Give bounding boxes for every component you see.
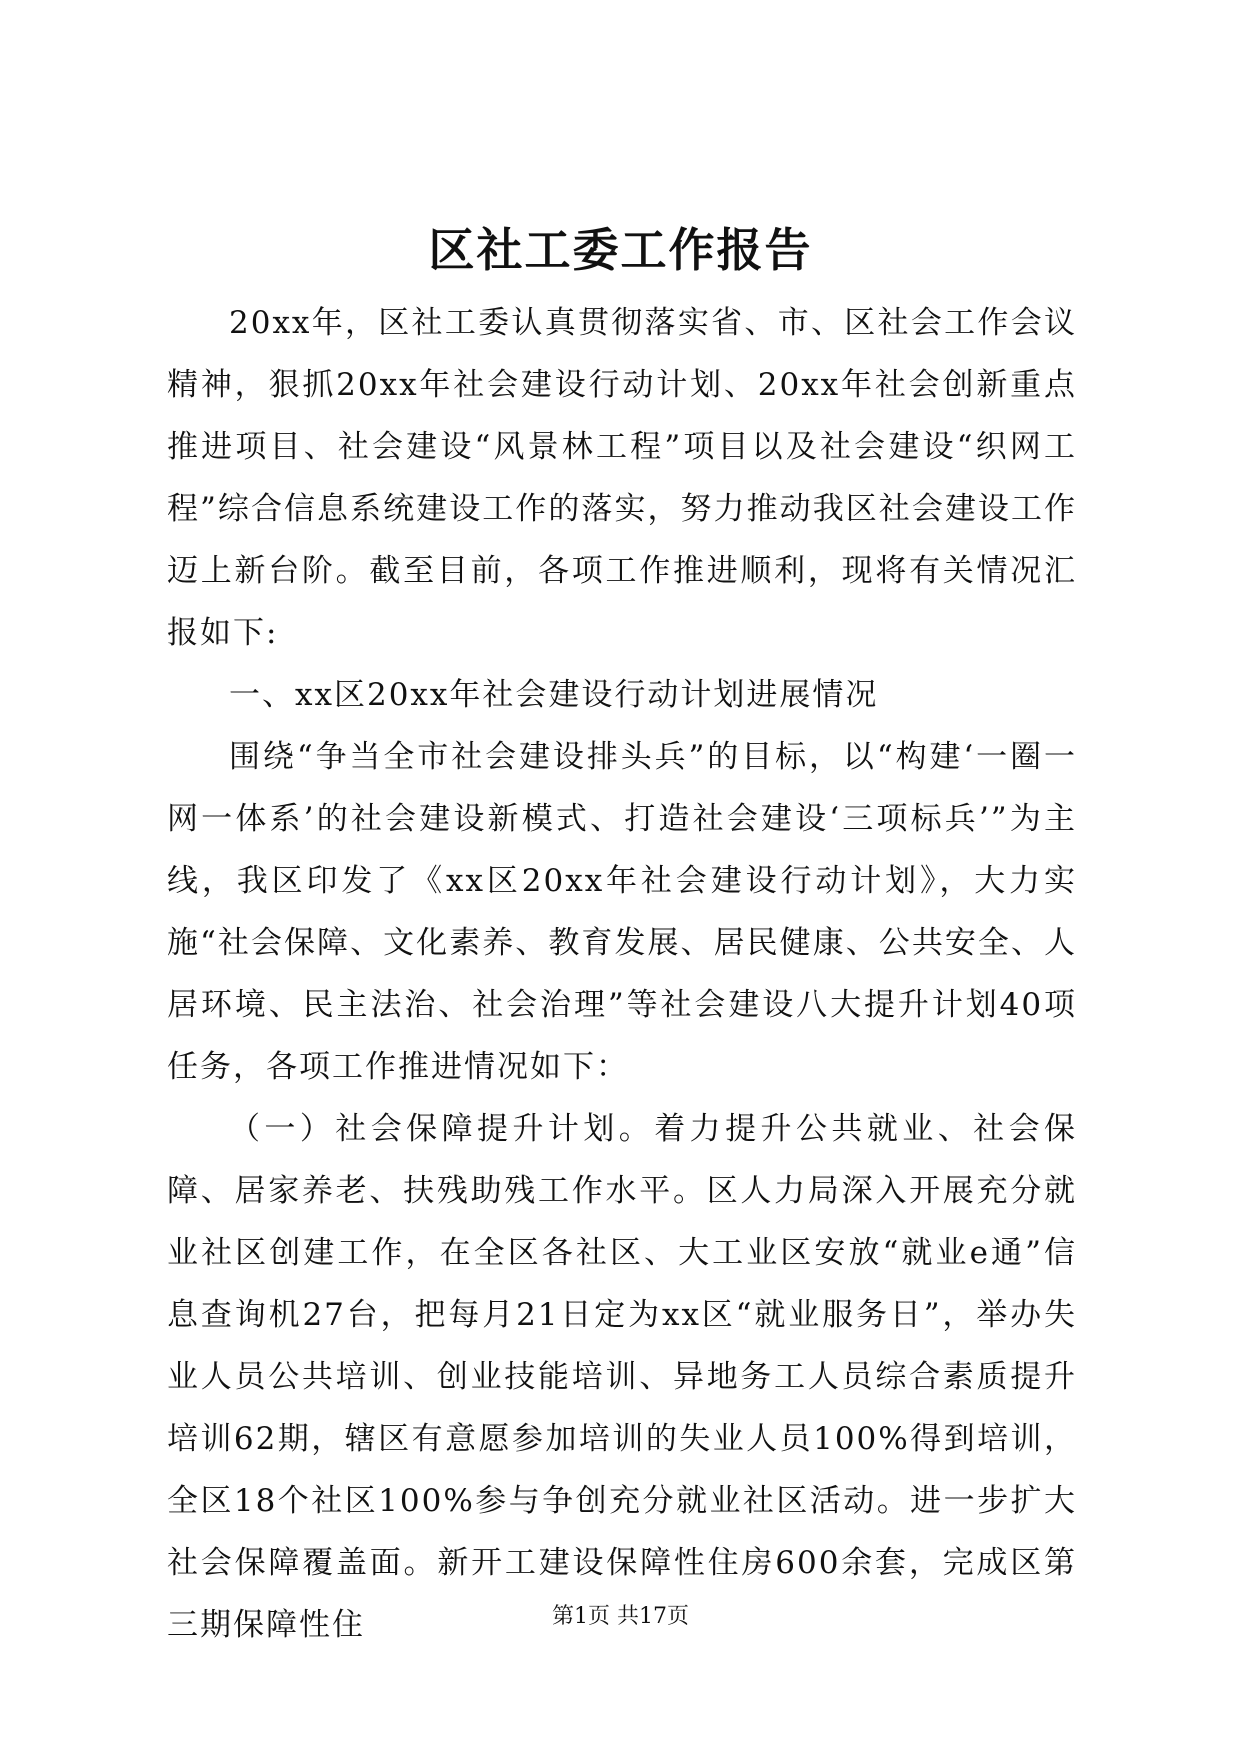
page-number-footer: 第1页 共17页 — [552, 1604, 689, 1629]
paragraph-intro: 20xx年，区社工委认真贯彻落实省、市、区社会工作会议精神，狠抓20xx年社会建设行动计划、20xx年社会创新重点推进项目、社会建设“风景林工程”项目以及社会建设“织网工程”综合信息系统建设工作的落实，努力推动我区社会建设工作迈上新台阶。截至目前，各项工作推进顺利，现将有关情况汇报如下: — [167, 305, 1077, 651]
section-heading-1: 一、xx区20xx年社会建设行动计划进展情况 — [229, 677, 879, 713]
document-title: 区社工委工作报告 — [428, 223, 813, 277]
document-body — [167, 292, 1077, 1656]
paragraph-subsection-1: （一）社会保障提升计划。着力提升公共就业、社会保障、居家养老、扶残助残工作水平。区人力局深入开展充分就业社区创建工作，在全区各社区、大工业区安放“就业e通”信息查询机27台，把每月21日定为xx区“就业服务日”，举办失业人员公共培训、创业技能培训、异地务工人员综合素质提升培训62期，辖区有意愿参加培训的失业人员100%得到培训，全区18个社区100%参与争创充分就业社区活动。进一步扩大社会保障覆盖面。新开工建设保障性住房600余套，完成区第三期保障性住 — [167, 1111, 1077, 1643]
paragraph-section-1: 围绕“争当全市社会建设排头兵”的目标，以“构建‘一圈一网一体系’的社会建设新模式、打造社会建设‘三项标兵’”为主线，我区印发了《xx区20xx年社会建设行动计划》，大力实施“社会保障、文化素养、教育发展、居民健康、公共安全、人居环境、民主法治、社会治理”等社会建设八大提升计划40项任务，各项工作推进情况如下： — [167, 739, 1077, 1085]
